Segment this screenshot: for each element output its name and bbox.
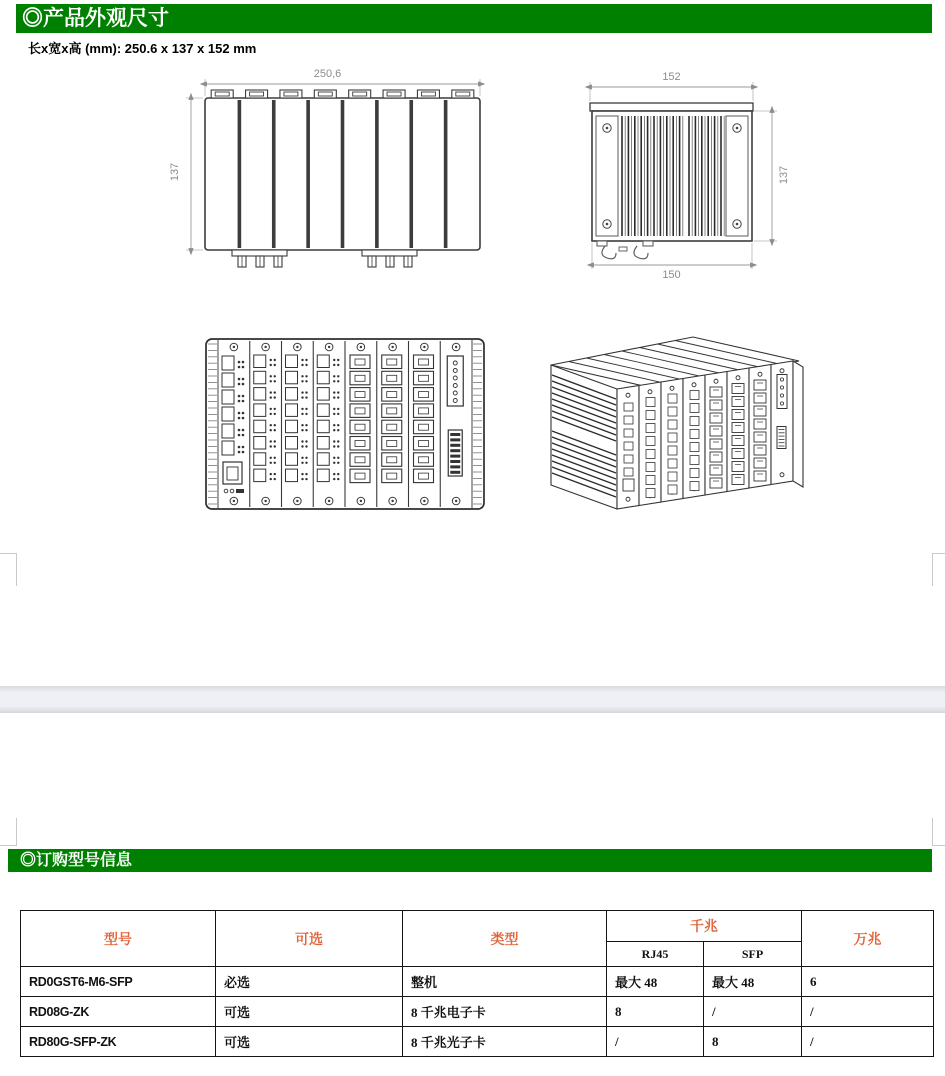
col-header-sfp: SFP [704,942,802,967]
cell-model: RD0GST6-M6-SFP [21,967,216,997]
cell-optional: 可选 [216,997,403,1027]
col-header-optional: 可选 [216,911,403,967]
drawing-side-view [585,73,795,285]
drawing-front-panel [205,338,485,510]
cell-tengig: / [802,997,934,1027]
col-header-tengig: 万兆 [802,911,934,967]
table-row [21,967,934,997]
ordering-table [20,910,934,1057]
cell-optional: 可选 [216,1027,403,1057]
cell-rj45: 最大 48 [607,967,704,997]
cell-tengig: 6 [802,967,934,997]
cell-type: 8 千兆电子卡 [403,997,607,1027]
dim-250-6: 250,6 [313,68,342,80]
page-boundary-mark [0,553,17,586]
drawing-top-view [170,70,485,275]
page-boundary-mark [932,553,945,586]
dim-152: 152 [662,71,681,83]
col-header-type: 类型 [403,911,607,967]
cell-rj45: / [607,1027,704,1057]
front-panel-linework [205,338,485,510]
section-header-appearance [16,4,932,33]
cell-optional: 必选 [216,967,403,997]
side-view-linework [585,73,795,285]
section-header-ordering [8,849,932,872]
top-view-linework [170,70,485,275]
table-row [21,997,934,1027]
cell-sfp: 8 [704,1027,802,1057]
dim-137-right: 137 [778,165,791,185]
page-gap-band [0,686,945,713]
col-header-gigabit: 千兆 [607,911,802,942]
drawing-isometric-view [543,331,805,517]
cell-type: 整机 [403,967,607,997]
cell-sfp: 最大 48 [704,967,802,997]
page-boundary-mark [932,818,945,846]
section-title: ◎订购型号信息 [20,852,133,869]
isometric-linework [543,331,805,517]
cell-model: RD08G-ZK [21,997,216,1027]
cell-rj45: 8 [607,997,704,1027]
cell-tengig: / [802,1027,934,1057]
dim-150: 150 [662,269,681,281]
col-header-rj45: RJ45 [607,942,704,967]
cell-model: RD80G-SFP-ZK [21,1027,216,1057]
cell-sfp: / [704,997,802,1027]
section-title: ◎产品外观尺寸 [22,6,169,30]
cell-type: 8 千兆光子卡 [403,1027,607,1057]
col-header-model: 型号 [21,911,216,967]
table-row [21,1027,934,1057]
overall-dimensions-text: 长x宽x高 (mm): 250.6 x 137 x 152 mm [28,41,257,56]
dim-137-left: 137 [169,162,182,182]
page-boundary-mark [0,818,17,846]
